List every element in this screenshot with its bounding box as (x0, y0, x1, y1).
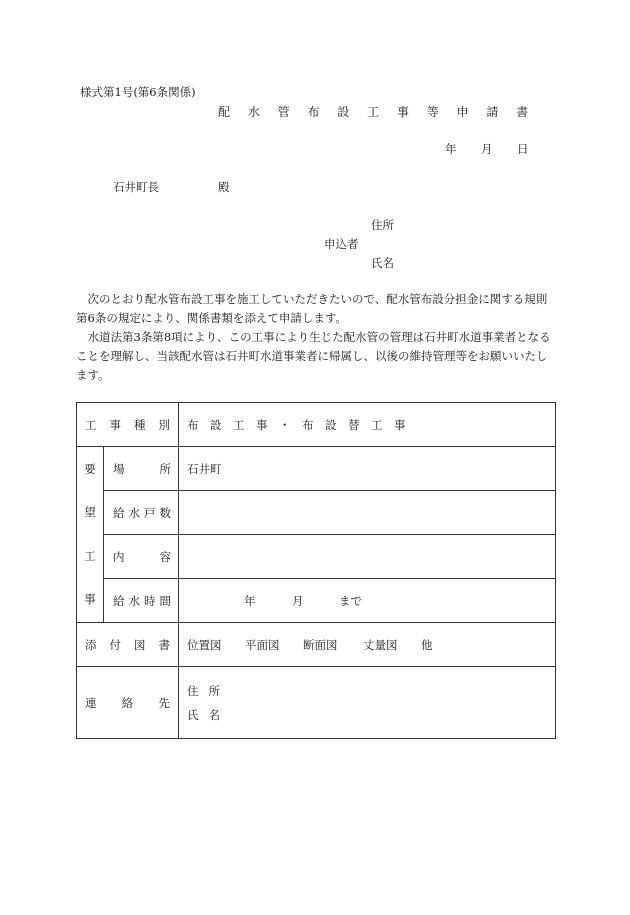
applicant-name-label: 氏名 (371, 256, 394, 270)
row-attachments (77, 623, 556, 667)
attachment-other: 他 (421, 637, 433, 652)
location-label: 場所 (104, 447, 179, 491)
attachments-label: 添付図書 (77, 623, 179, 667)
addressee-name: 石井町長 (113, 180, 159, 194)
supply-time-year-label: 年 (244, 593, 256, 608)
date-line (445, 141, 529, 157)
attachment-cross-section: 断面図 (303, 637, 338, 652)
body-paragraph-1: 次のとおり配水管布設工事を施工していただきたいので、配水管布設分担金に関する規則第6条の規定により、関係書類を添えて申請します。 (76, 292, 548, 325)
request-work-char-1: 要 (84, 461, 96, 476)
households-label: 給水戸数 (104, 491, 179, 535)
date-day-label: 日 (517, 142, 529, 156)
request-work-char-2: 望 (84, 505, 96, 519)
work-type-label: 工事種別 (77, 403, 179, 447)
contact-label: 連絡先 (77, 667, 179, 739)
contact-value (179, 667, 556, 739)
content-label: 内容 (104, 535, 179, 579)
attachment-location-map: 位置図 (187, 637, 222, 652)
form-number: 様式第1号(第6条関係) (80, 85, 196, 99)
application-form-table (76, 402, 556, 739)
content-value[interactable] (179, 535, 556, 579)
date-year-label: 年 (445, 142, 457, 156)
document-title: 配 水 管 布 設 工 事 等 申 請 書 (218, 105, 536, 119)
request-work-char-4: 事 (84, 592, 96, 606)
supply-time-until-label: まで (339, 593, 362, 608)
row-content (77, 535, 556, 579)
request-work-group-label (77, 447, 104, 623)
row-households (77, 491, 556, 535)
attachment-plan-view: 平面図 (245, 637, 280, 652)
supply-time-value[interactable] (179, 579, 556, 623)
row-contact (77, 667, 556, 739)
supply-time-label: 給水時間 (104, 579, 179, 623)
row-work-type (77, 403, 556, 447)
attachment-survey-map: 丈量図 (363, 637, 398, 652)
supply-time-month-label: 月 (292, 593, 304, 608)
contact-address-label: 住所 (187, 683, 230, 698)
row-location (77, 447, 556, 491)
addressee-honorific: 殿 (218, 180, 230, 194)
request-work-char-3: 工 (84, 548, 96, 563)
date-month-label: 月 (481, 142, 493, 156)
households-value[interactable] (179, 491, 556, 535)
contact-name-line[interactable] (187, 703, 555, 727)
applicant-address-label: 住所 (371, 218, 394, 232)
attachments-value (179, 623, 556, 667)
work-type-value[interactable]: 布 設 工 事 ・ 布 設 替 工 事 (179, 403, 556, 447)
applicant-label: 申込者 (324, 237, 359, 251)
row-supply-time (77, 579, 556, 623)
contact-name-label: 氏名 (187, 707, 230, 722)
contact-address-line[interactable] (187, 679, 555, 703)
body-paragraph-2: 水道法第3条第8項により、この工事により生じた配水管の管理は石井町水道事業者となることを理解し、当該配水管は石井町水道事業者に帰属し、以後の維持管理等をお願いいたします。 (76, 330, 551, 382)
location-value[interactable]: 石井町 (179, 447, 556, 491)
body-text (76, 290, 556, 385)
